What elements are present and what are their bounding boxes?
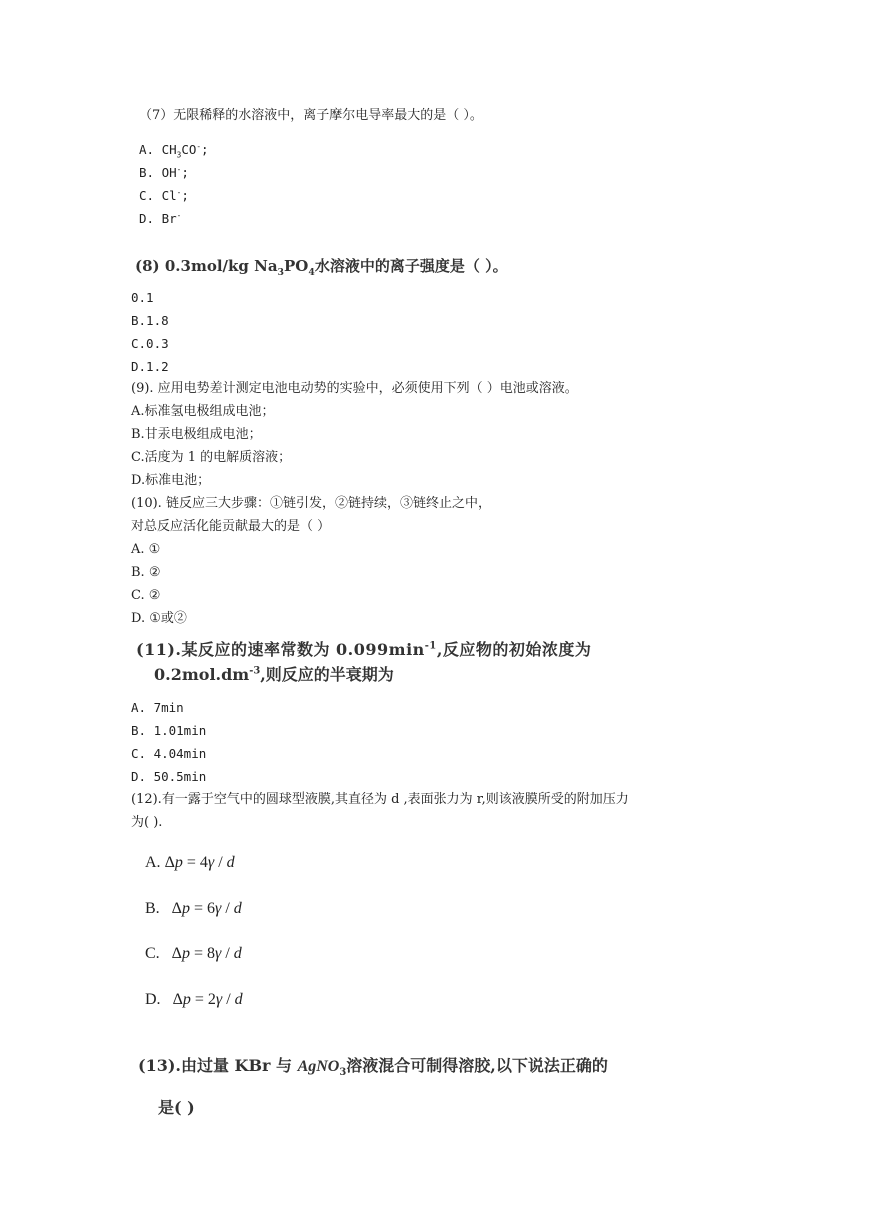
q10-option-d: D. ①或②	[131, 611, 187, 626]
q10-option-c: C. ②	[131, 588, 161, 603]
q11-option-b: B. 1.01min	[131, 723, 207, 738]
q10-stem-line2: 对总反应活化能贡献最大的是（ ）	[131, 519, 331, 534]
q7-option-a: A. $CH_3CO^-$;	[139, 141, 209, 160]
q8-option-a: 0.1	[131, 290, 154, 305]
q9-stem: (9). 应用电势差计测定电池电动势的实验中，必须使用下列（ ）电池或溶液。	[131, 381, 578, 396]
q9-option-a: A.标准氢电极组成电池；	[131, 404, 275, 419]
q12-stem-line2: 为( ).	[131, 815, 163, 830]
q7-option-c: C. Cl-;	[139, 187, 189, 203]
q11-stem-line2: $0.2mol.dm^{-3}$,则反应的半衰期为	[154, 665, 394, 684]
q8-stem: (8) 0.3mol/kg $Na_3PO_4$水溶液中的离子强度是（ ）。	[135, 257, 508, 278]
q7-option-d: D. Br-	[139, 210, 182, 226]
q7-option-b: B. OH-;	[139, 164, 189, 180]
q8-option-d: D.1.2	[131, 359, 169, 374]
q8-option-c: C.0.3	[131, 336, 169, 351]
q11-option-a: A. 7min	[131, 700, 184, 715]
q10-option-b: B. ②	[131, 565, 161, 580]
q12-option-c: C. Δp = 8γ / d	[145, 945, 242, 962]
q9-option-c: C.活度为 1 的电解质溶液；	[131, 450, 292, 465]
q9-option-d: D.标准电池；	[131, 473, 211, 488]
q13-stem-line2: 是( )	[158, 1098, 195, 1117]
q11-option-d: D. 50.5min	[131, 769, 207, 784]
q7-stem: （7）无限稀释的水溶液中，离子摩尔电导率最大的是（ ）。	[139, 108, 483, 123]
q9-option-b: B.甘汞电极组成电池；	[131, 427, 262, 442]
q10-stem-line1: (10). 链反应三大步骤：①链引发，②链持续，③链终止之中，	[131, 496, 491, 511]
q13-stem-line1: (13).由过量 KBr 与 AgNO$_3$溶液混合可制得溶胶,以下说法正确的	[138, 1056, 608, 1079]
q12-option-b: B. Δp = 6γ / d	[145, 900, 242, 917]
q12-option-a: A. Δp = 4γ / d	[145, 854, 235, 871]
q10-option-a: A. ①	[131, 542, 161, 557]
q11-stem-line1: (11).某反应的速率常数为 $0.099\min^{-1}$,反应物的初始浓度为	[136, 640, 592, 659]
q12-option-d: D. Δp = 2γ / d	[145, 991, 243, 1008]
q8-option-b: B.1.8	[131, 313, 169, 328]
q11-option-c: C. 4.04min	[131, 746, 207, 761]
q12-stem-line1: (12).有一露于空气中的圆球型液膜,其直径为 d ,表面张力为 r,则该液膜所受的附加压力	[131, 792, 629, 807]
